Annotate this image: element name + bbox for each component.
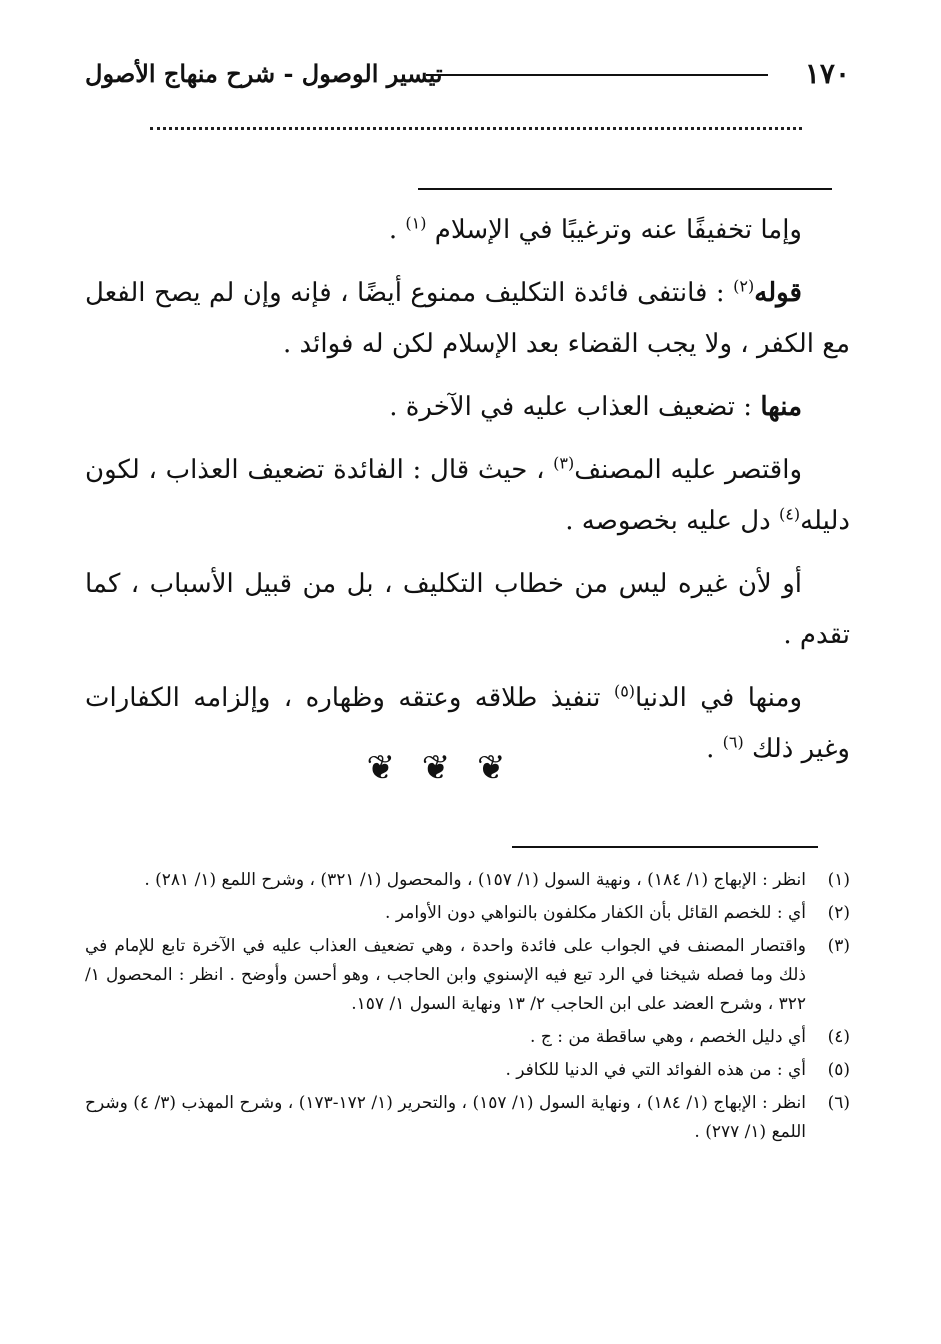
footnote-ref-2[interactable]: (٢)	[733, 276, 755, 296]
footnote-text: أي : من هذه الفوائد التي في الدنيا للكافر .	[505, 1060, 806, 1080]
paragraph-2-text: : فانتفى فائدة التكليف ممنوع أيضًا ، فإنه وإن لم يصح الفعل مع الكفر ، ولا يجب القضاء بعد الإسلام لكن له فوائد .	[85, 278, 850, 359]
paragraph-6-text-b: تنفيذ طلاقه وعتقه وظهاره ، وإلزامه الكفارات وغير ذلك	[85, 683, 850, 764]
footnote-item	[85, 1023, 850, 1052]
paragraph-6-end: .	[706, 734, 715, 764]
section-rule	[418, 188, 832, 190]
ornament-divider-icon: ❦ ❦ ❦	[366, 748, 514, 788]
footnote-ref-6[interactable]: (٦)	[722, 732, 744, 752]
paragraph-4-text-c: دل عليه بخصوصه .	[565, 506, 771, 536]
footnote-item	[85, 1056, 850, 1085]
footnote-number: (٦)	[827, 1093, 850, 1113]
dotted-separator	[150, 127, 802, 130]
paragraph-4-text-b: ، حيث قال : الفائدة تضعيف العذاب ، لكون دليله	[85, 455, 850, 536]
footnote-text: انظر : الإبهاج (١/ ١٨٤) ، ونهاية السول (١/ ١٥٧) ، والتحرير (١/ ١٧٢-١٧٣) ، وشرح المهذب (٣/ ٤) وشرح اللمع (١/ ٢٧٧) .	[85, 1093, 806, 1142]
footnote-rule	[512, 846, 818, 848]
footnote-number: (٤)	[827, 1027, 850, 1047]
paragraph-5-text: أو لأن غيره ليس من خطاب التكليف ، بل من قبيل الأسباب ، كما تقدم .	[85, 569, 850, 650]
footnote-number: (٣)	[827, 936, 850, 956]
paragraph-3-lead: منها	[760, 392, 802, 422]
footnote-ref-1[interactable]: (١)	[405, 213, 427, 233]
footnote-text: أي : للخصم القائل بأن الكفار مكلفون بالنواهي دون الأوامر .	[385, 903, 806, 923]
footnote-ref-3[interactable]: (٣)	[553, 453, 575, 473]
header-rule	[426, 74, 768, 76]
paragraph-3	[85, 382, 850, 433]
footnote-number: (٢)	[827, 903, 850, 923]
footnote-text: انظر : الإبهاج (١/ ١٨٤) ، ونهية السول (١/ ١٥٧) ، والمحصول (١/ ٣٢١) ، وشرح اللمع (١/ ٢٨١) .	[144, 870, 806, 890]
paragraph-3-text: : تضعيف العذاب عليه في الآخرة .	[389, 392, 753, 422]
footnote-text: واقتصار المصنف في الجواب على فائدة واحدة ، وهي تضعيف العذاب عليه في الآخرة تابع للإمام في ذلك وما فصله شيخنا في الرد تبع فيه الإسنوي وابن الحاجب ، وهو أحسن وأوضح . انظر : المحصول ١/ ٣٢٢ ، وشرح العضد على ابن الحاجب ٢/ ١٣ ونهاية السول ١/ ١٥٧.	[85, 936, 806, 1014]
footnote-item	[85, 932, 850, 1019]
footnote-item	[85, 866, 850, 895]
paragraph-2	[85, 268, 850, 370]
paragraph-4	[85, 445, 850, 547]
page-number: ١٧٠	[804, 57, 850, 90]
footnote-ref-5[interactable]: (٥)	[613, 681, 636, 701]
paragraph-2-lead: قوله	[754, 278, 802, 308]
footnotes	[85, 866, 850, 1151]
footnote-number: (٥)	[827, 1060, 850, 1080]
paragraph-1-end: .	[388, 215, 398, 245]
page-header	[85, 52, 850, 96]
footnote-item	[85, 1089, 850, 1147]
main-text	[85, 205, 850, 787]
footnote-ref-4[interactable]: (٤)	[779, 504, 801, 524]
footnote-number: (١)	[827, 870, 850, 890]
paragraph-1-text: وإما تخفيفًا عنه وترغيبًا في الإسلام	[434, 215, 802, 245]
footnote-item	[85, 899, 850, 928]
paragraph-5	[85, 559, 850, 661]
paragraph-1	[85, 205, 850, 256]
footnote-text: أي دليل الخصم ، وهي ساقطة من : ج .	[530, 1027, 806, 1047]
running-title: تيسير الوصول - شرح منهاج الأصول	[85, 59, 443, 88]
paragraph-6-text-a: ومنها في الدنيا	[635, 683, 802, 713]
paragraph-4-text-a: واقتصر عليه المصنف	[574, 455, 802, 485]
